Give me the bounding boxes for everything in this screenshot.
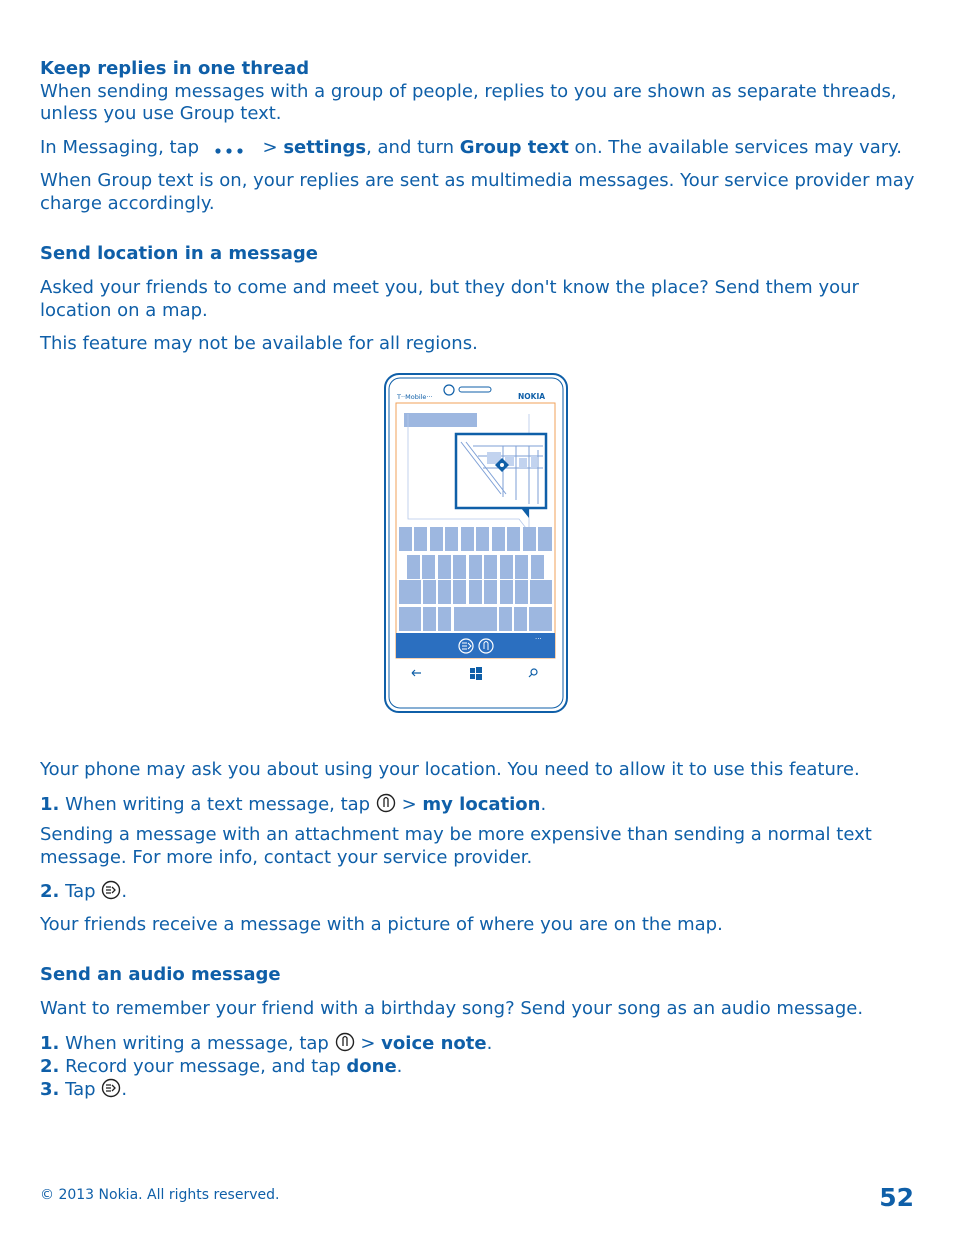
- attach-icon: [376, 793, 396, 813]
- paragraph: This feature may not be available for all regions.: [40, 333, 478, 354]
- search-icon: [529, 669, 537, 677]
- paragraph-block: [40, 824, 920, 869]
- text: >: [360, 1033, 376, 1054]
- brand-logo: NOKIA: [518, 392, 546, 401]
- audio-steps: [40, 1032, 920, 1102]
- page-number: 52: [879, 1183, 914, 1212]
- done-label: done: [346, 1055, 397, 1077]
- step-number: 3.: [40, 1079, 60, 1100]
- copyright: © 2013 Nokia. All rights reserved.: [40, 1187, 280, 1203]
- step-voice-note: 1. When writing a message, tap > voice note.: [40, 1033, 493, 1054]
- paragraph-block: [40, 333, 920, 356]
- keyboard-row-2: [407, 555, 544, 579]
- text: , and turn: [366, 137, 455, 158]
- heading-block: [40, 964, 920, 987]
- front-camera-icon: [444, 385, 454, 395]
- paragraph: Sending a message with an attachment may be more expensive than sending a normal text message. For more info, contact your service provider.: [40, 824, 872, 868]
- windows-icon: [470, 667, 482, 680]
- text: >: [262, 137, 278, 158]
- section-keep-replies: [40, 58, 920, 126]
- paragraph: When sending messages with a group of people, replies to you are shown as separate threads, unless you use Group text.: [40, 80, 897, 124]
- text: >: [401, 794, 417, 815]
- text: Tap: [65, 1079, 96, 1100]
- paragraph: Want to remember your friend with a birthday song? Send your song as an audio message.: [40, 998, 864, 1019]
- paragraph-block: [40, 998, 920, 1021]
- paragraph-block: [40, 759, 920, 782]
- text: on. The available services may vary.: [574, 137, 902, 158]
- step-number: 2.: [40, 1055, 60, 1077]
- paragraph: Your friends receive a message with a picture of where you are on the map.: [40, 914, 723, 935]
- step-send: 2. Tap .: [40, 881, 128, 902]
- my-location-label: my location: [422, 794, 541, 815]
- recipient-field: [404, 413, 477, 427]
- heading-send-audio: Send an audio message: [40, 964, 281, 985]
- heading-block: [40, 243, 920, 266]
- step-record: 2. Record your message, and tap done.: [40, 1055, 403, 1077]
- earpiece-icon: [459, 387, 491, 392]
- heading-keep-replies: Keep replies in one thread: [40, 58, 310, 79]
- send-icon: [101, 880, 121, 900]
- send-icon: [101, 1078, 121, 1098]
- settings-label: settings: [283, 137, 367, 158]
- paragraph-block: [40, 277, 920, 322]
- paragraph: Asked your friends to come and meet you, but they don't know the place? Send them your location on a map.: [40, 277, 859, 321]
- text: Record your message, and tap: [65, 1055, 341, 1077]
- carrier-logo: T··Mobile···: [397, 393, 433, 401]
- step-number: 1.: [40, 1033, 60, 1054]
- back-icon: [412, 670, 421, 676]
- instruction-group-text: [40, 137, 920, 160]
- group-text-label: Group text: [459, 137, 569, 158]
- more-dots-icon: [205, 142, 257, 156]
- text: Tap: [65, 881, 96, 902]
- appbar-more-icon: ···: [535, 635, 542, 643]
- phone-illustration: [383, 372, 569, 714]
- text: In Messaging, tap: [40, 137, 200, 158]
- text: When writing a message, tap: [65, 1033, 329, 1054]
- paragraph-block: [40, 914, 920, 937]
- voice-note-label: voice note: [381, 1033, 487, 1054]
- step-number: 2.: [40, 881, 60, 902]
- step-my-location: 1. When writing a text message, tap > my location.: [40, 794, 547, 815]
- step-send-audio: 3. Tap .: [40, 1079, 128, 1100]
- attach-icon: [335, 1032, 355, 1052]
- paragraph: Your phone may ask you about using your location. You need to allow it to use this feature.: [40, 759, 860, 780]
- step-number: 1.: [40, 794, 60, 815]
- heading-send-location: Send location in a message: [40, 243, 319, 264]
- paragraph-group-text-note: [40, 170, 920, 215]
- text: When writing a text message, tap: [65, 794, 371, 815]
- app-bar: [396, 633, 555, 658]
- paragraph: When Group text is on, your replies are sent as multimedia messages. Your service provider may charge accordingly.: [40, 170, 915, 214]
